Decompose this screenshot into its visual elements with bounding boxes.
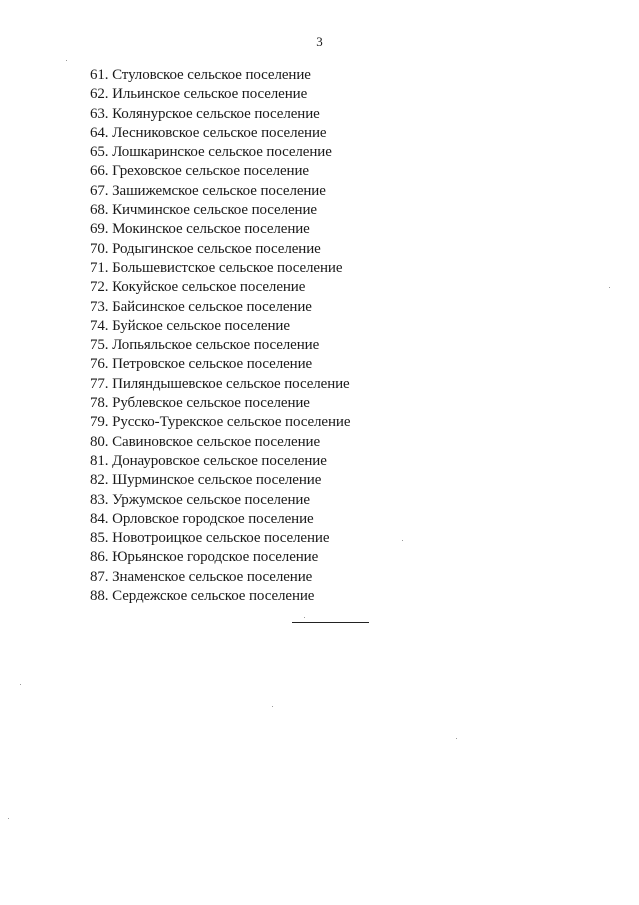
list-item: 68. Кичминское сельское поселение <box>90 202 317 219</box>
list-item: 79. Русско-Турекское сельское поселение <box>90 414 351 431</box>
list-item: 72. Кокуйское сельское поселение <box>90 279 306 296</box>
end-divider <box>292 622 369 623</box>
list-item: 64. Лесниковское сельское поселение <box>90 124 327 141</box>
scan-speck <box>272 706 273 707</box>
list-item: 76. Петровское сельское поселение <box>90 356 313 373</box>
scan-speck <box>20 684 21 685</box>
list-item: 83. Уржумское сельское поселение <box>90 491 310 508</box>
list-item: 81. Донауровское сельское поселение <box>90 452 327 469</box>
list-item: 84. Орловское городское поселение <box>90 510 314 527</box>
scan-speck <box>609 287 610 288</box>
page-number: 3 <box>316 34 323 49</box>
list-item: 73. Байсинское сельское поселение <box>90 298 312 315</box>
list-item: 63. Колянурское сельское поселение <box>90 105 320 122</box>
settlement-list <box>90 66 350 606</box>
list-item: 71. Большевистское сельское поселение <box>90 259 343 276</box>
list-item: 70. Родыгинское сельское поселение <box>90 240 321 257</box>
list-item: 67. Зашижемское сельское поселение <box>90 182 326 199</box>
list-item: 65. Лошкаринское сельское поселение <box>90 144 332 161</box>
list-item: 77. Пиляндышевское сельское поселение <box>90 375 350 392</box>
list-item: 78. Рублевское сельское поселение <box>90 395 310 412</box>
list-item: 82. Шурминское сельское поселение <box>90 472 322 489</box>
scan-speck <box>456 738 457 739</box>
scan-speck <box>8 818 9 819</box>
scan-speck <box>66 60 67 61</box>
list-item: 74. Буйское сельское поселение <box>90 317 290 334</box>
list-item: 69. Мокинское сельское поселение <box>90 221 310 238</box>
list-item: 75. Лопьяльское сельское поселение <box>90 337 320 354</box>
list-item: 66. Греховское сельское поселение <box>90 163 309 180</box>
scan-speck <box>402 540 403 541</box>
list-item: 88. Сердежское сельское поселение <box>90 588 315 605</box>
list-item: 86. Юрьянское городское поселение <box>90 549 319 566</box>
list-item: 62. Ильинское сельское поселение <box>90 86 308 103</box>
scan-speck <box>304 617 305 618</box>
list-item: 85. Новотроицкое сельское поселение <box>90 530 330 547</box>
list-item: 80. Савиновское сельское поселение <box>90 433 321 450</box>
list-item: 61. Стуловское сельское поселение <box>90 67 311 83</box>
list-item: 87. Знаменское сельское поселение <box>90 568 313 585</box>
